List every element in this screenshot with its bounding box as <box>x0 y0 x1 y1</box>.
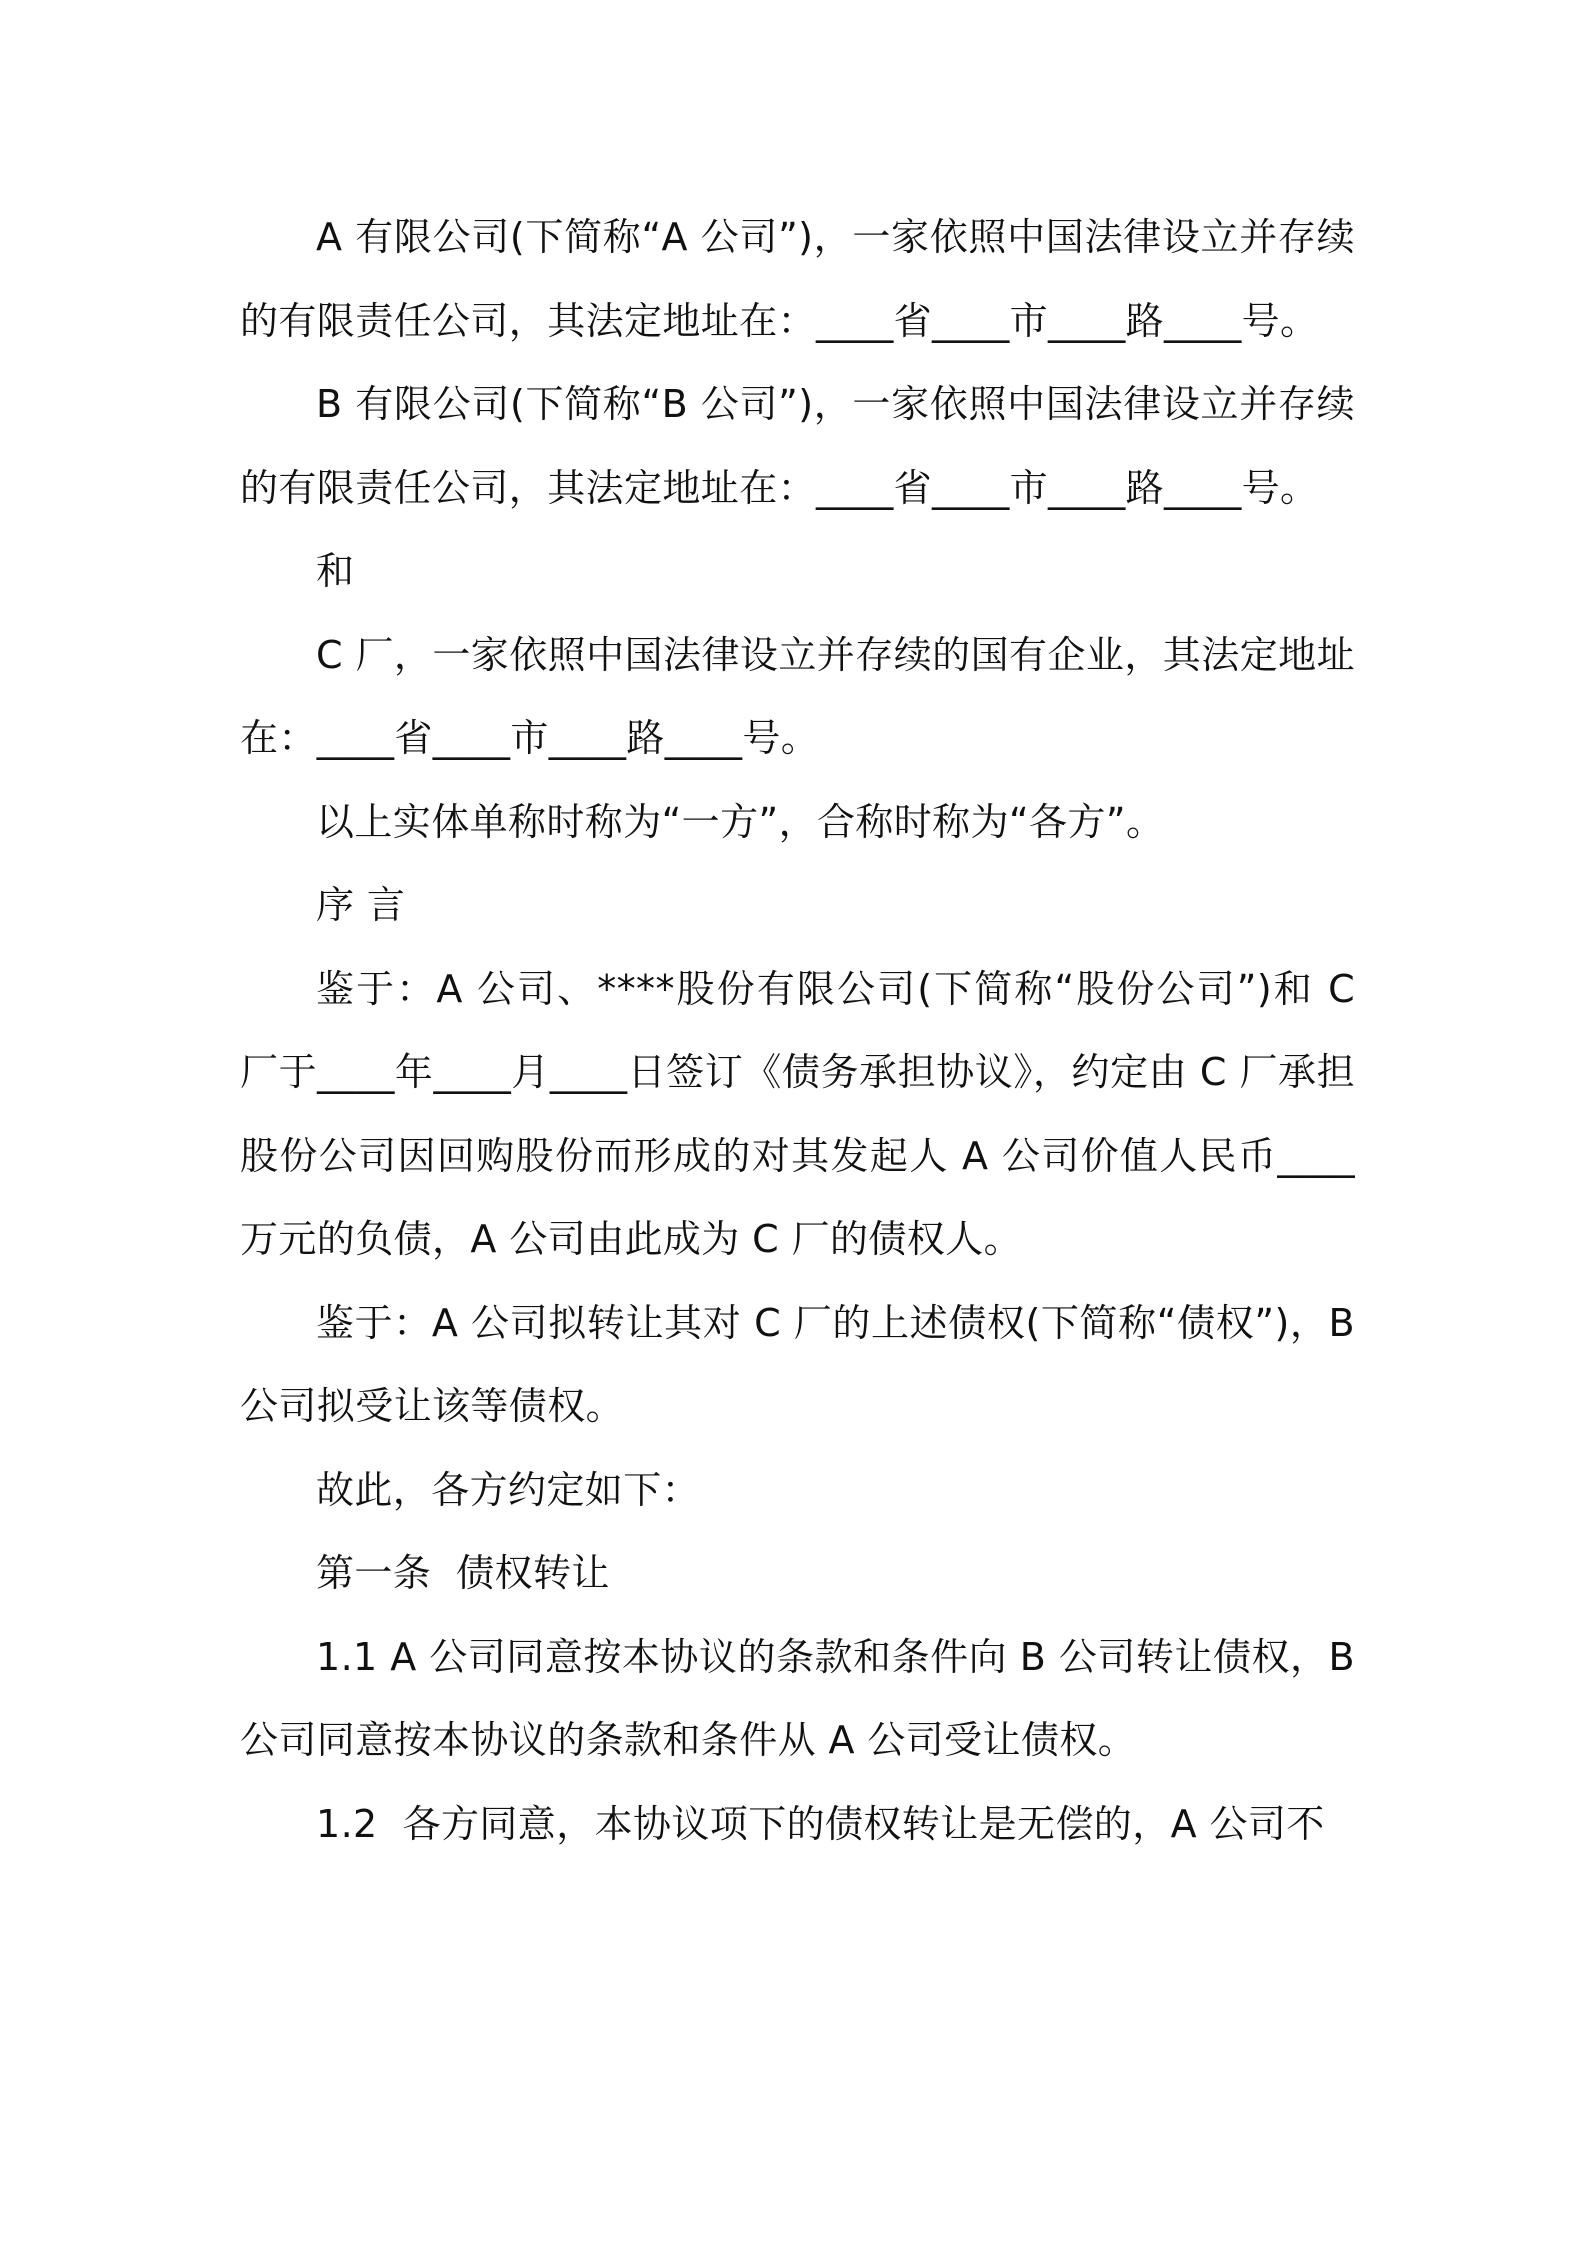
definitions-paragraph: 以上实体单称时称为“一方”，合称时称为“各方”。 <box>316 799 1165 844</box>
preamble-heading: 序 言 <box>316 883 406 927</box>
recital-1-paragraph: 鉴于：A 公司、****股份有限公司(下简称“股份公司”)和 C 厂于____年____月____日签订《债务承担协议》，约定由 C 厂承担股份公司因回购股份而形成的对其发起人 A 公司价值人民币____万元的负债，A 公司由此成为 C 厂的债权人。 <box>240 966 1368 1261</box>
clause-1-2-paragraph: 1.2 各方同意，本协议项下的债权转让是无偿的，A 公司不 <box>316 1801 1325 1846</box>
party-a-paragraph: A 有限公司(下简称“A 公司”)，一家依照中国法律设立并存续的有限责任公司，其法定地址在：____省____市____路____号。 <box>240 215 1355 343</box>
party-b-paragraph: B 有限公司(下简称“B 公司”)，一家依照中国法律设立并存续的有限责任公司，其法定地址在：____省____市____路____号。 <box>240 382 1355 510</box>
conjunction-paragraph: 和 <box>316 549 355 593</box>
article-1-heading: 第一条 债权转让 <box>316 1551 610 1595</box>
recital-2-paragraph: 鉴于：A 公司拟转让其对 C 厂的上述债权(下简称“债权”)，B 公司拟受让该等债权。 <box>240 1300 1368 1428</box>
party-c-paragraph: C 厂，一家依照中国法律设立并存续的国有企业，其法定地址在：____省____市____路____号。 <box>240 632 1355 760</box>
clause-1-1-paragraph: 1.1 A 公司同意按本协议的条款和条件向 B 公司转让债权，B 公司同意按本协议的条款和条件从 A 公司受让债权。 <box>240 1634 1368 1762</box>
agreement-intro-paragraph: 故此，各方约定如下： <box>316 1467 701 1512</box>
document-body <box>240 196 1368 1866</box>
